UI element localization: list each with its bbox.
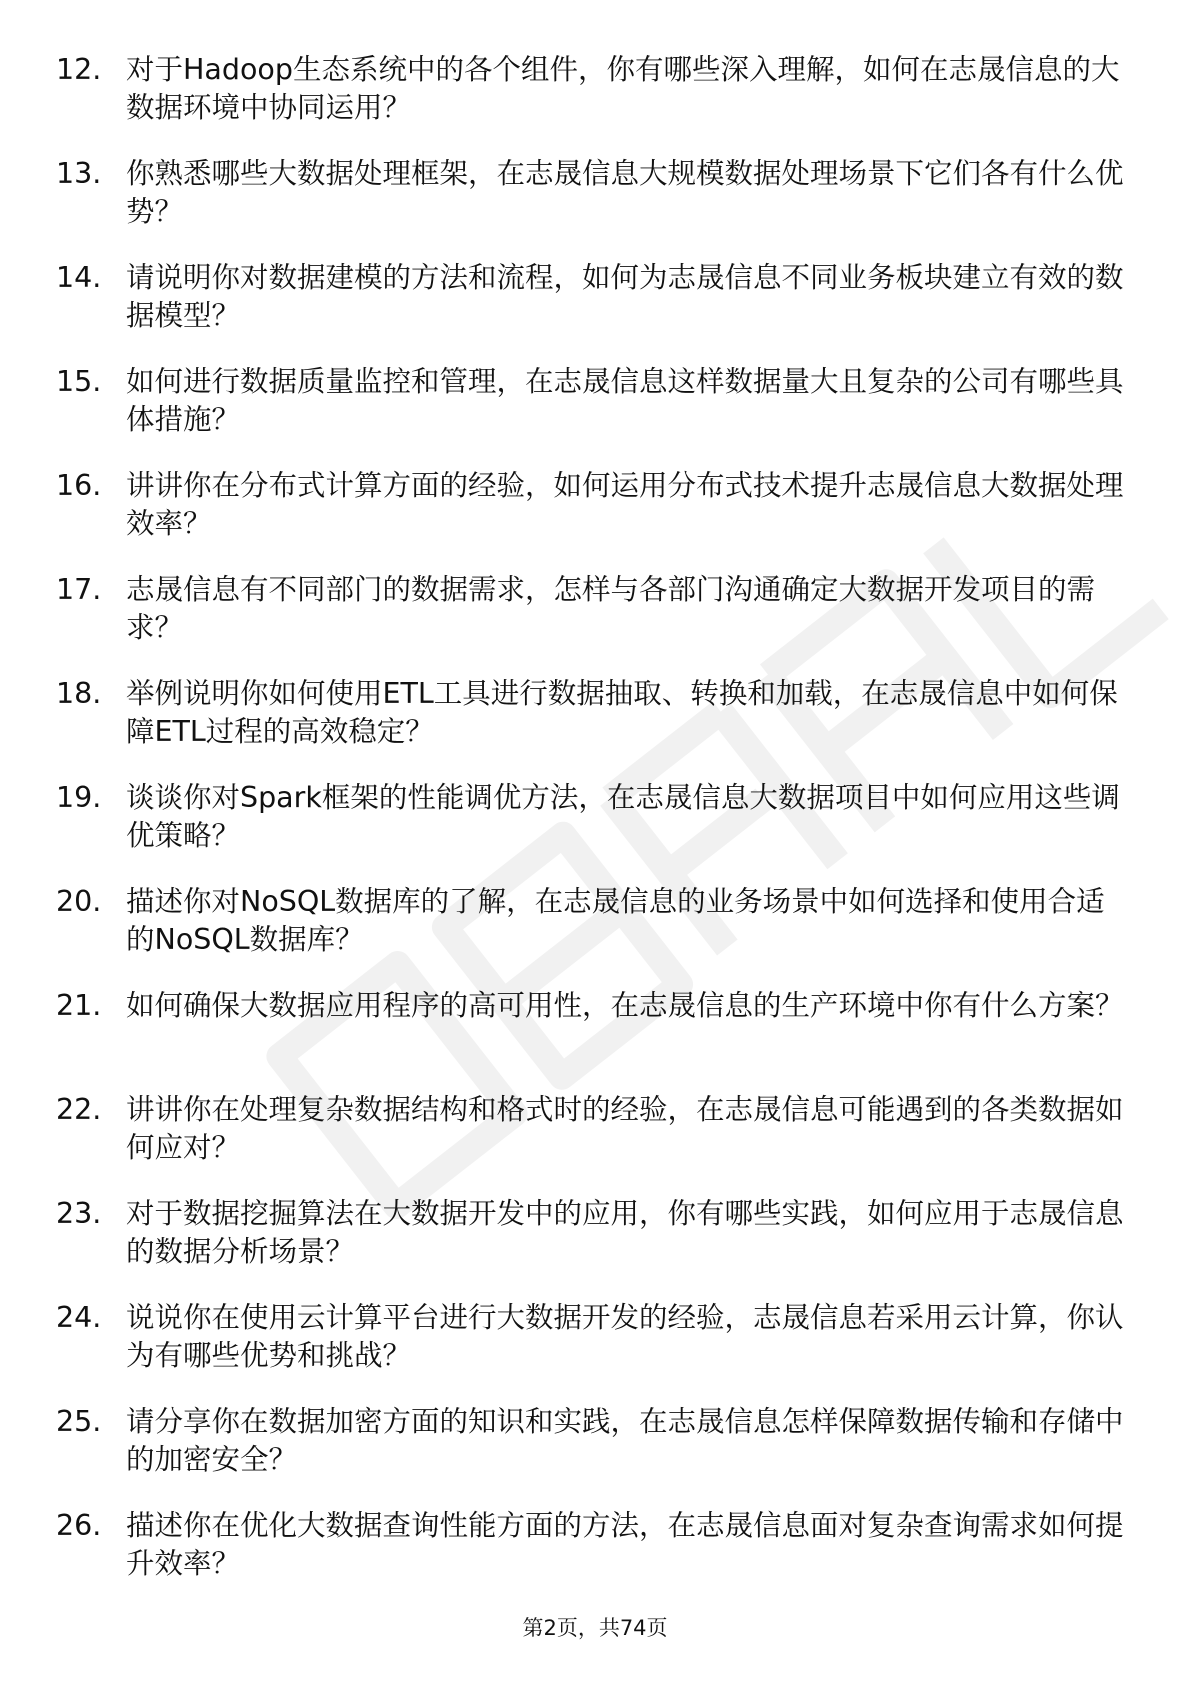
question-item [0,1299,1190,1403]
question-text: 如何确保大数据应用程序的高可用性，在志晟信息的生产环境中你有什么方案？ [126,989,1124,1022]
question-item [0,259,1190,363]
question-text: 对于数据挖掘算法在大数据开发中的应用，你有哪些实践，如何应用于志晟信息的数据分析场景？ [126,1197,1124,1268]
question-number: 25. [56,1405,102,1438]
question-item [0,155,1190,259]
question-text: 说说你在使用云计算平台进行大数据开发的经验，志晟信息若采用云计算，你认为有哪些优势和挑战？ [126,1301,1124,1372]
question-item [0,779,1190,883]
question-list [0,51,1190,1611]
question-number: 12. [56,53,102,86]
question-item [0,1403,1190,1507]
question-item [0,675,1190,779]
question-item [0,51,1190,155]
question-item [0,1507,1190,1611]
question-number: 15. [56,365,102,398]
question-item [0,1091,1190,1195]
question-text: 请分享你在数据加密方面的知识和实践，在志晟信息怎样保障数据传输和存储中的加密安全？ [126,1405,1124,1476]
question-item [0,987,1190,1091]
question-text: 举例说明你如何使用ETL工具进行数据抽取、转换和加载，在志晟信息中如何保障ETL过程的高效稳定？ [126,677,1118,748]
question-text: 描述你对NoSQL数据库的了解，在志晟信息的业务场景中如何选择和使用合适的NoSQL数据库？ [126,885,1105,956]
question-number: 24. [56,1301,102,1334]
question-number: 13. [56,157,102,190]
question-item [0,467,1190,571]
question-number: 17. [56,573,102,606]
question-text: 请说明你对数据建模的方法和流程，如何为志晟信息不同业务板块建立有效的数据模型？ [126,261,1124,332]
question-text: 对于Hadoop生态系统中的各个组件，你有哪些深入理解，如何在志晟信息的大数据环境中协同运用？ [126,53,1120,124]
question-text: 描述你在优化大数据查询性能方面的方法，在志晟信息面对复杂查询需求如何提升效率？ [126,1509,1124,1580]
question-number: 20. [56,885,102,918]
question-item [0,571,1190,675]
page-footer: 第2页，共74页 [522,1616,668,1640]
question-number: 22. [56,1093,102,1126]
question-item [0,883,1190,987]
question-item [0,363,1190,467]
question-text: 讲讲你在处理复杂数据结构和格式时的经验，在志晟信息可能遇到的各类数据如何应对？ [126,1093,1124,1164]
question-number: 21. [56,989,102,1022]
question-text: 志晟信息有不同部门的数据需求，怎样与各部门沟通确定大数据开发项目的需求？ [126,573,1096,644]
question-number: 14. [56,261,102,294]
question-text: 谈谈你对Spark框架的性能调优方法，在志晟信息大数据项目中如何应用这些调优策略？ [126,781,1120,852]
question-number: 23. [56,1197,102,1230]
question-text: 讲讲你在分布式计算方面的经验，如何运用分布式技术提升志晟信息大数据处理效率？ [126,469,1124,540]
question-number: 26. [56,1509,102,1542]
question-text: 你熟悉哪些大数据处理框架，在志晟信息大规模数据处理场景下它们各有什么优势？ [126,157,1124,228]
question-number: 16. [56,469,102,502]
question-item [0,1195,1190,1299]
question-number: 18. [56,677,102,710]
question-number: 19. [56,781,102,814]
question-text: 如何进行数据质量监控和管理，在志晟信息这样数据量大且复杂的公司有哪些具体措施？ [126,365,1124,436]
